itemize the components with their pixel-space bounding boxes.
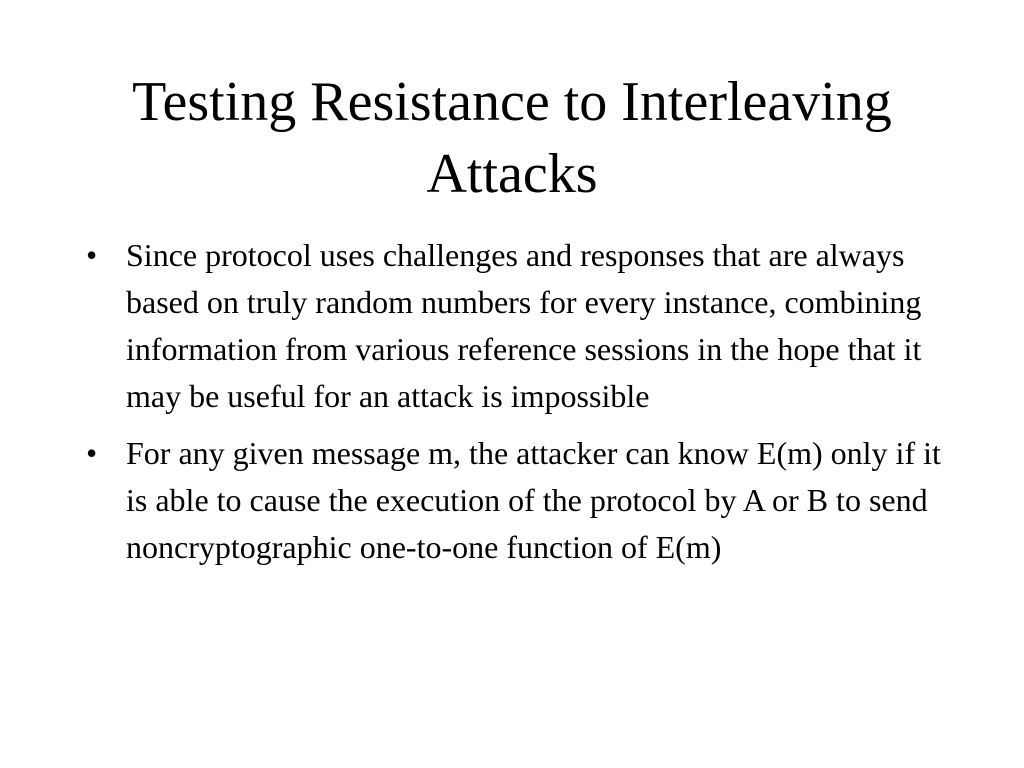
bullet-marker: • xyxy=(86,435,98,471)
bullet-text: For any given message m, the attacker can know E(m) only if it is able to cause the execution of the protocol by A or B to send noncryptographic one-to-one function of E(m) xyxy=(126,435,941,565)
bullet-item xyxy=(86,232,956,420)
bullet-item xyxy=(86,430,956,571)
bullet-list xyxy=(86,232,956,581)
slide-title: Testing Resistance to Interleaving Attacks xyxy=(132,71,892,205)
bullet-marker: • xyxy=(86,237,98,273)
bullet-text: Since protocol uses challenges and responses that are always based on truly random numbers for every instance, combining information from various reference sessions in the hope that it may be useful for an attack is impossible xyxy=(126,237,922,414)
